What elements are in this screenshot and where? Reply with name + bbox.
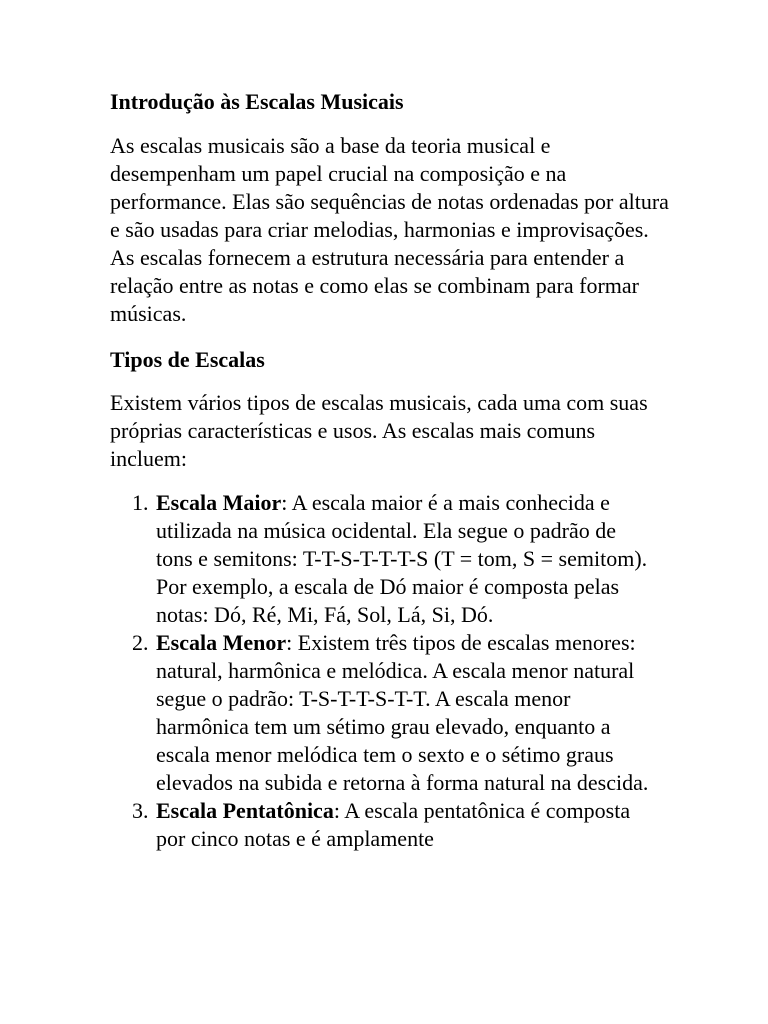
intro-paragraph: As escalas musicais são a base da teoria musical e desempenham um papel crucial na composição e na performance. Elas são sequências de notas ordenadas por altura e são usadas para criar melodias, harmonias e improvisações. As escalas fornecem a estrutura necessária para entender a relação entre as notas e como elas se combinam para formar músicas. [110, 133, 669, 326]
list-item-term: Escala Menor [156, 630, 287, 655]
scale-types-list [110, 489, 670, 853]
list-item-number: 2. [132, 630, 149, 655]
list-item-text: : A escala maior é a mais conhecida e utilizada na música ocidental. Ela segue o padrão de tons e semitons: T-T-S-T-T-T-S (T = tom, S = semitom). Por exemplo, a escala de Dó maior é composta pelas notas: Dó, Ré, Mi, Fá, Sol, Lá, Si, Dó. [156, 490, 648, 627]
document-page [110, 88, 670, 853]
list-item-number: 1. [132, 490, 149, 515]
list-item [110, 489, 656, 629]
list-item-term: Escala Pentatônica [156, 798, 334, 823]
list-item-text: : Existem três tipos de escalas menores: natural, harmônica e melódica. A escala menor natural segue o padrão: T-S-T-T-S-T-T. A escala menor harmônica tem um sétimo grau elevado, enquanto a escala menor melódica tem o sexto e o sétimo graus elevados na subida e retorna à forma natural na descida. [156, 630, 649, 795]
types-paragraph: Existem vários tipos de escalas musicais, cada uma com suas próprias características e usos. As escalas mais comuns incluem: [110, 390, 648, 471]
list-item-number: 3. [132, 798, 149, 823]
list-item-term: Escala Maior [156, 490, 282, 515]
list-item [110, 797, 656, 853]
list-item [110, 629, 656, 797]
list-item-text: : A escala pentatônica é composta por cinco notas e é amplamente [156, 798, 631, 851]
intro-heading: Introdução às Escalas Musicais [110, 89, 404, 114]
types-heading: Tipos de Escalas [110, 347, 265, 372]
